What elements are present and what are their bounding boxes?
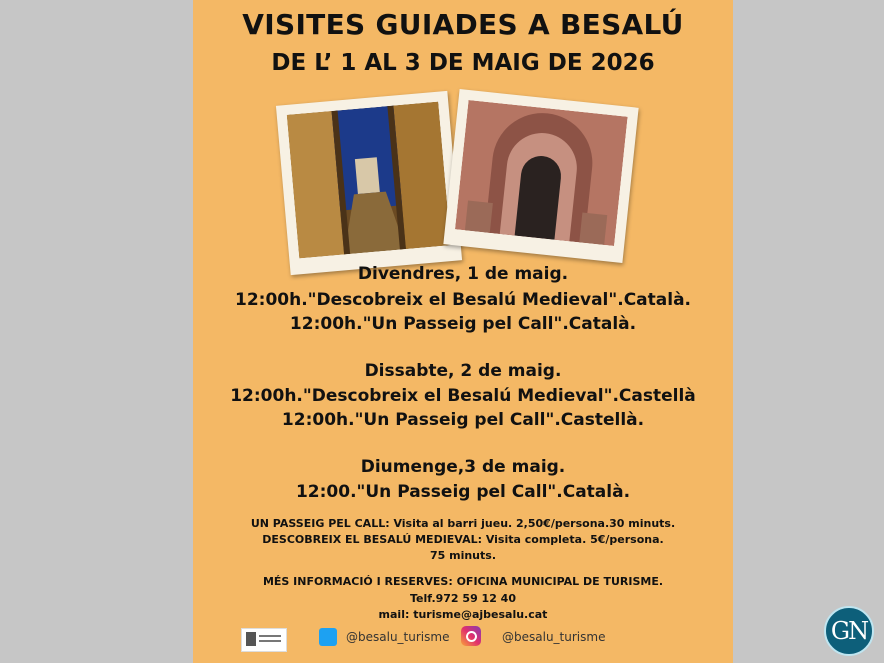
gn-logo: GN (824, 606, 874, 656)
poster-title: VISITES GUIADES A BESALÚ (242, 8, 684, 41)
twitter-handle: @besalu_turisme (346, 630, 450, 644)
email-address: mail: turisme@ajbesalu.cat (378, 608, 548, 621)
event-poster (193, 0, 733, 663)
town-seal-icon (241, 628, 287, 652)
note-line: 75 minuts. (429, 549, 497, 562)
schedule-item: 12:00h."Descobreix el Besalú Medieval".Castellà (230, 386, 696, 406)
phone-number: Telf.972 59 12 40 (409, 592, 516, 605)
note-line: UN PASSEIG PEL CALL: Visita al barri jueu. 2,50€/persona.30 minuts. (250, 517, 676, 530)
schedule-item: 12:00."Un Passeig pel Call".Català. (295, 482, 631, 502)
day-heading: Divendres, 1 de maig. (357, 264, 569, 284)
day-heading: Diumenge,3 de maig. (360, 457, 566, 477)
schedule-item: 12:00h."Un Passeig pel Call".Català. (289, 314, 637, 334)
photo-castle-gate (276, 91, 462, 275)
info-line: MÉS INFORMACIÓ I RESERVES: OFICINA MUNICIPAL DE TURISME. (262, 575, 664, 588)
schedule-item: 12:00h."Descobreix el Besalú Medieval".Català. (234, 290, 691, 310)
photo-romanesque-portal (443, 89, 638, 263)
twitter-icon (319, 628, 337, 646)
instagram-handle: @besalu_turisme (502, 630, 606, 644)
day-heading: Dissabte, 2 de maig. (364, 361, 562, 381)
instagram-icon (461, 626, 481, 646)
note-line: DESCOBREIX EL BESALÚ MEDIEVAL: Visita completa. 5€/persona. (262, 533, 664, 546)
poster-subtitle: DE L’ 1 AL 3 DE MAIG DE 2026 (271, 50, 655, 76)
schedule-item: 12:00h."Un Passeig pel Call".Castellà. (281, 410, 645, 430)
social-footer (193, 624, 733, 654)
